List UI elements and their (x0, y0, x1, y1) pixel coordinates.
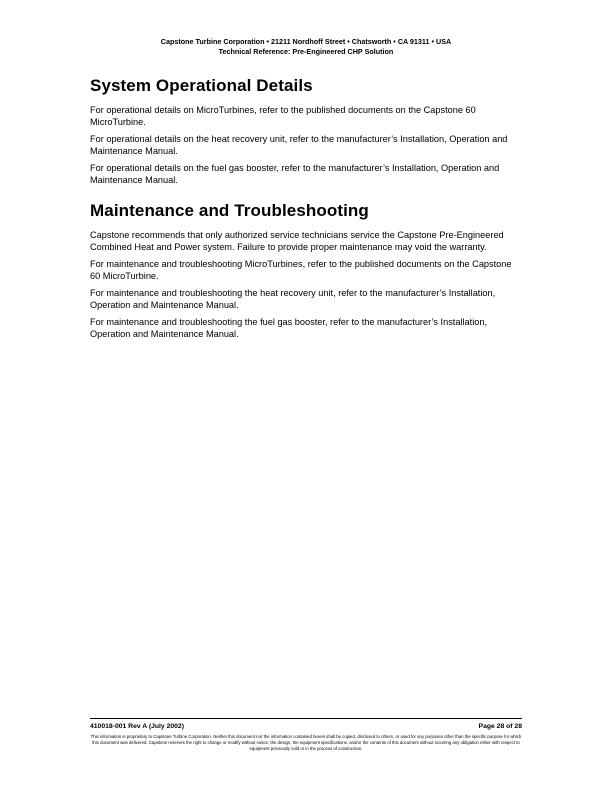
paragraph: For operational details on the heat recovery unit, refer to the manufacturer’s Installation, Operation and Maintenance Manual. (90, 134, 508, 156)
section-system-operational-details (90, 76, 522, 186)
paragraph: For operational details on MicroTurbines, refer to the published documents on the Capstone 60 MicroTurbine. (90, 105, 476, 127)
document-id: 410018-001 Rev A (July 2002) (90, 723, 184, 730)
section-heading: System Operational Details (90, 76, 313, 95)
document-body (90, 76, 522, 345)
page-header (0, 37, 612, 57)
paragraph: For maintenance and troubleshooting MicroTurbines, refer to the published documents on the Capstone 60 MicroTurbine. (90, 259, 512, 281)
paragraph: For maintenance and troubleshooting the fuel gas booster, refer to the manufacturer’s Installation, Operation and Maintenance Manual. (90, 317, 488, 339)
section-maintenance-troubleshooting (90, 201, 522, 340)
page-number: Page 28 of 28 (478, 723, 522, 730)
paragraph: For maintenance and troubleshooting the heat recovery unit, refer to the manufacturer’s Installation, Operation and Maintenance Manual. (90, 288, 496, 310)
footer-row (90, 722, 522, 731)
footer-divider (90, 718, 522, 719)
paragraph: For operational details on the fuel gas booster, refer to the manufacturer’s Installation, Operation and Maintenance Manual. (90, 163, 500, 185)
header-document-title: Technical Reference: Pre-Engineered CHP Solution (218, 47, 394, 56)
paragraph: Capstone recommends that only authorized service technicians service the Capstone Pre-Engineered Combined Heat and Power system. Failure to provide proper maintenance may void the warranty. (90, 230, 504, 252)
proprietary-disclaimer: This information is proprietary to Capstone Turbine Corporation. Neither this document nor the information contained herein shall be copied, disclosed to others, or used for any purposes other than the specific purpose for which this document was delivered. Capstone reserves the right to change or modify without notice, the design, the equipment specifications, and/or the contents of this document without incurring any obligation either with respect to equipment previously sold or in the process of construction. (90, 734, 522, 751)
page-footer (90, 718, 522, 752)
header-company-address: Capstone Turbine Corporation • 21211 Nordhoff Street • Chatsworth • CA 91311 • USA (160, 37, 452, 46)
section-heading: Maintenance and Troubleshooting (90, 201, 369, 220)
